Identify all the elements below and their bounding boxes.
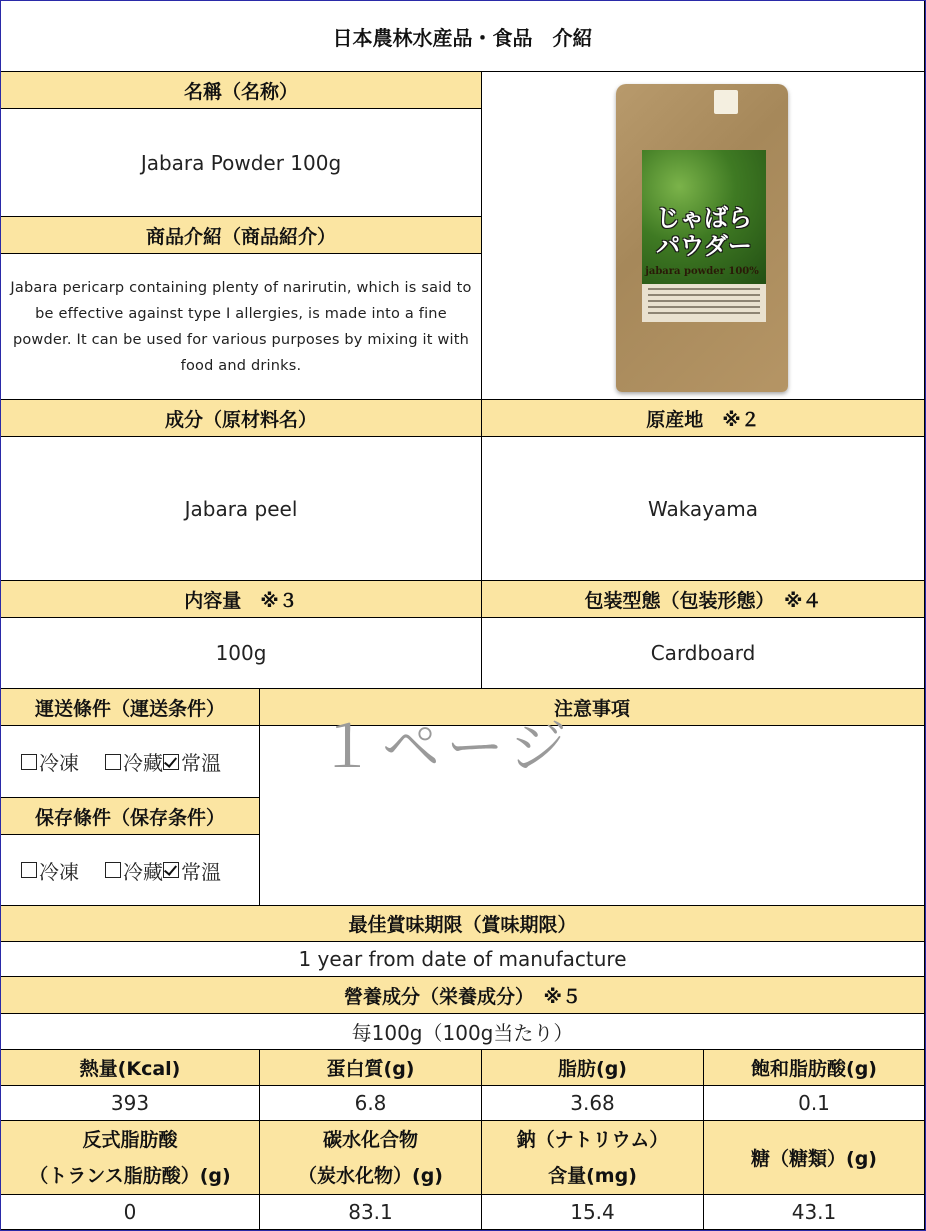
product-package-image (616, 84, 788, 392)
nutrition-energy-header: 熱量(Kcal) (1, 1050, 260, 1086)
nutrition-basis: 每100g（100g当たり） (1, 1014, 925, 1050)
quantity-header: 内容量 ※３ (1, 581, 482, 618)
storage-chilled-label: 冷藏 (123, 859, 163, 884)
nutrition-fat-header: 脂肪(g) (482, 1050, 704, 1086)
package-name-line1: じゃばら (656, 204, 752, 232)
transport-options (1, 726, 260, 798)
transport-ambient-checkbox[interactable] (163, 754, 179, 770)
transport-frozen-label: 冷凍 (39, 751, 79, 775)
sodium-header-line1: 鈉（ナトリウム） (516, 1128, 669, 1151)
transport-chilled-label: 冷藏 (123, 751, 163, 775)
nutrition-carb-value: 83.1 (260, 1195, 482, 1230)
nutrition-protein-value: 6.8 (260, 1086, 482, 1121)
package-info-label (642, 284, 766, 322)
nutrition-energy-value: 393 (1, 1086, 260, 1121)
nutrition-sodium-value: 15.4 (482, 1195, 704, 1230)
storage-frozen-label: 冷凍 (39, 859, 79, 884)
transport-header: 運送條件（運送条件） (1, 689, 260, 726)
packaging-value: Cardboard (482, 618, 925, 689)
nutrition-protein-header: 蛋白質(g) (260, 1050, 482, 1086)
transport-ambient-label: 常溫 (181, 751, 221, 775)
page-title: 日本農林水産品・食品 介紹 (1, 1, 925, 72)
intro-header: 商品介紹（商品紹介） (1, 217, 482, 254)
name-header: 名稱（名称） (1, 72, 482, 109)
transfat-header-line1: 反式脂肪酸 (82, 1128, 178, 1151)
nutrition-carb-header (260, 1121, 482, 1195)
nutrition-sodium-header (482, 1121, 704, 1195)
storage-frozen-checkbox[interactable] (21, 862, 37, 878)
transport-chilled-checkbox[interactable] (105, 754, 121, 770)
nutrition-sugar-value: 43.1 (704, 1195, 925, 1230)
ingredients-value: Jabara peel (1, 437, 482, 581)
expiry-header: 最佳賞味期限（賞味期限） (1, 906, 925, 942)
packaging-header: 包装型態（包装形態） ※４ (482, 581, 925, 618)
storage-options (1, 835, 260, 906)
storage-ambient-checkbox[interactable] (163, 862, 179, 878)
transport-frozen-checkbox[interactable] (21, 754, 37, 770)
nutrition-sugar-header: 糖（糖類）(g) (704, 1121, 925, 1195)
storage-ambient-label: 常溫 (181, 859, 221, 884)
sodium-header-line2: 含量(mg) (548, 1164, 637, 1187)
carb-header-line2: （炭水化物）(g) (298, 1164, 443, 1187)
origin-header: 原産地 ※２ (482, 400, 925, 437)
nutrition-transfat-value: 0 (1, 1195, 260, 1230)
package-name-line2: パウダー (656, 232, 752, 260)
package-name (642, 204, 766, 260)
storage-header: 保存條件（保存条件） (1, 798, 260, 835)
notes-value (260, 726, 925, 906)
nutrition-fat-value: 3.68 (482, 1086, 704, 1121)
intro-text: Jabara pericarp containing plenty of narirutin, which is said to be effective against type I allergies, is made into a fine powder. It can be used for various purposes by mixing it with food and drinks. (1, 254, 482, 400)
page-watermark: １ページ (318, 713, 573, 781)
nutrition-satfat-header: 飽和脂肪酸(g) (704, 1050, 925, 1086)
carb-header-line1: 碳水化合物 (322, 1128, 418, 1151)
notes-header: 注意事項 (260, 689, 925, 726)
ingredients-header: 成分（原材料名） (1, 400, 482, 437)
quantity-value: 100g (1, 618, 482, 689)
origin-value: Wakayama (482, 437, 925, 581)
brand-logo-icon (714, 90, 738, 114)
name-value: Jabara Powder 100g (1, 109, 482, 217)
nutrition-satfat-value: 0.1 (704, 1086, 925, 1121)
storage-chilled-checkbox[interactable] (105, 862, 121, 878)
transfat-header-line2: （トランス脂肪酸）(g) (29, 1164, 231, 1187)
nutrition-transfat-header (1, 1121, 260, 1195)
package-subtitle: jabara powder 100% (645, 266, 759, 277)
nutrition-header: 營養成分（栄養成分） ※５ (1, 977, 925, 1014)
expiry-value: 1 year from date of manufacture (1, 942, 925, 977)
